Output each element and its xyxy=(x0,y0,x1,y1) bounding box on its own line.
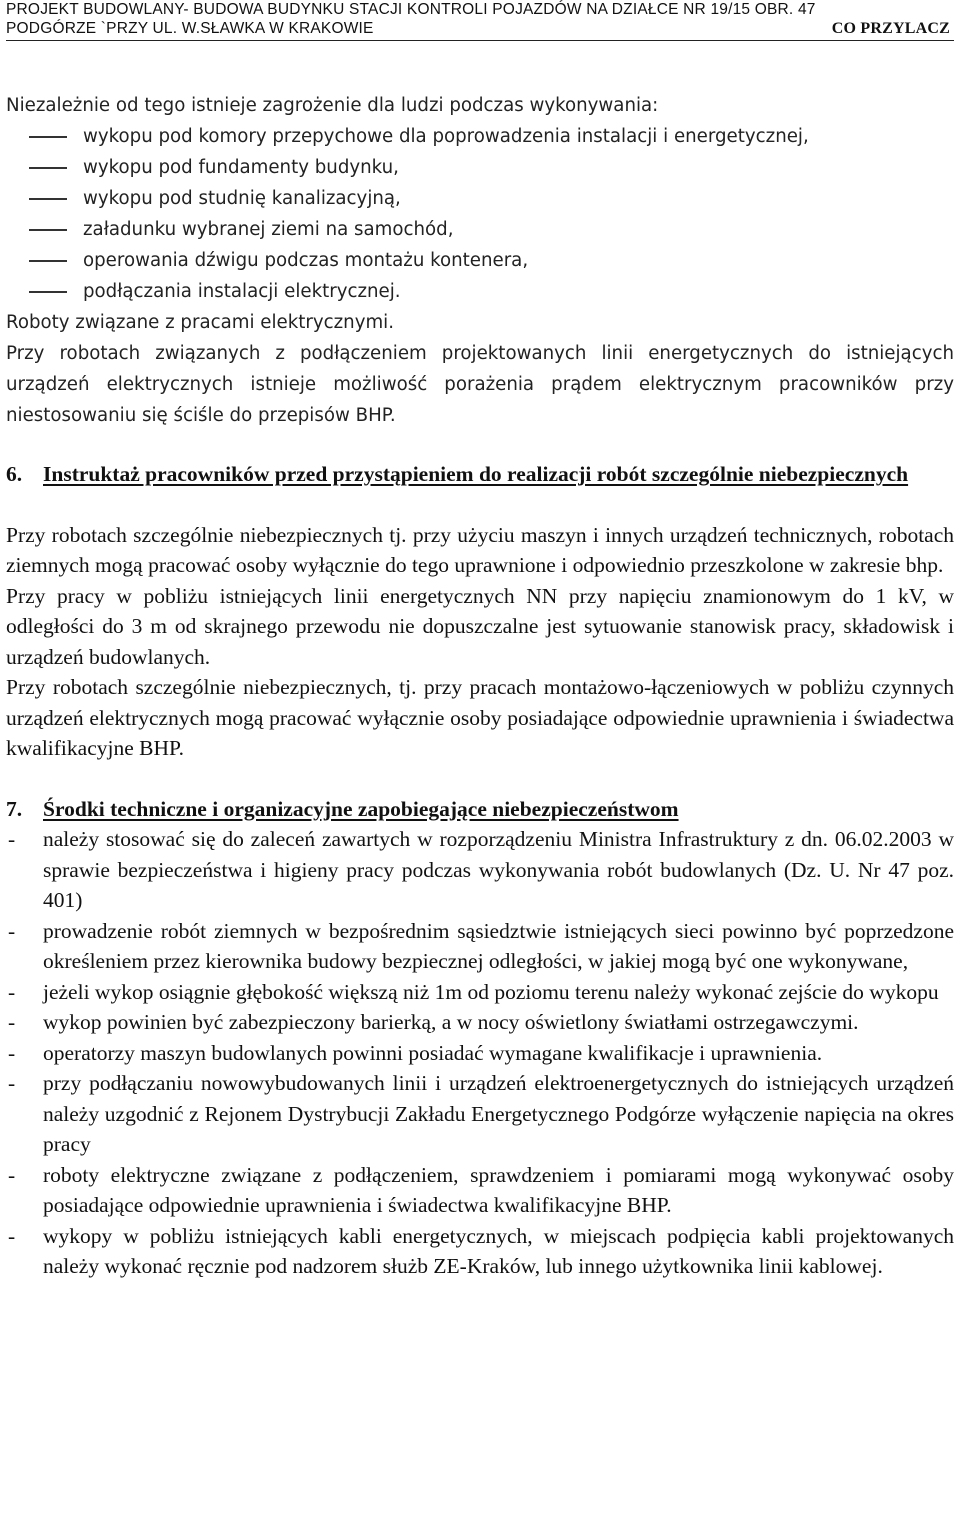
section-7 xyxy=(6,794,954,1282)
list-item: - jeżeli wykop osiągnie głębokość większą niż 1m od poziomu terenu należy wykonać zejście do wykopu xyxy=(6,977,954,1008)
header-line-1 xyxy=(6,0,954,19)
paragraph: Przy pracy w pobliżu istniejących linii energetycznych NN przy napięciu znamionowym do 1 kV, w odległości do 3 m od skrajnego przewodu nie dopuszczalne jest sytuowanie stanowisk pracy, składowisk i urządzeń budowlanych. xyxy=(6,583,954,669)
list-item: podłączania instalacji elektrycznej. xyxy=(6,276,954,307)
list-item: - przy podłączaniu nowowybudowanych linii i urządzeń elektroenergetycznych do istniejących urządzeń należy uzgodnić z Rejonem Dystrybucji Zakładu Energetycznego Podgórze wyłączenie napięcia na okres pracy xyxy=(6,1068,954,1160)
hazards-lead: Niezależnie od tego istnieje zagrożenie dla ludzi podczas wykonywania: xyxy=(6,95,659,116)
hazards-intro xyxy=(6,90,954,431)
section-number: 6. xyxy=(6,462,23,486)
list-item: załadunku wybranej ziemi na samochód, xyxy=(6,214,954,245)
paragraph: Przy robotach szczególnie niebezpiecznych, tj. przy pracach montażowo-łączeniowych w pobliżu czynnych urządzeń elektrycznych mogą pracować wyłącznie osoby posiadające odpowiednie uprawnienia i świadectwa kwalifikacyjne BHP. xyxy=(6,675,954,760)
hazards-list xyxy=(6,121,954,307)
electrical-works-paragraph: Przy robotach związanych z podłączeniem projektowanych linii energetycznych do istniejących urządzeń elektrycznych istnieje możliwość porażenia prądem elektrycznym pracowników przy niestosowaniu się ściśle do przepisów BHP. xyxy=(6,343,954,426)
section-6-heading xyxy=(6,459,954,490)
section-title: Instruktaż pracowników przed przystąpieniem do realizacji robót szczególnie niebezpiecznych xyxy=(43,462,909,486)
list-item: - roboty elektryczne związane z podłączeniem, sprawdzeniem i pomiarami mogą wykonywać osoby posiadające odpowiednie uprawnienia i świadectwa kwalifikacyjne BHP. xyxy=(6,1160,954,1221)
header-project-title: PROJEKT BUDOWLANY- BUDOWA BUDYNKU STACJI KONTROLI POJAZDÓW NA DZIAŁCE NR 19/15 OBR. 47 xyxy=(6,1,816,18)
header-line-2 xyxy=(6,19,954,38)
section-7-heading xyxy=(6,794,954,825)
section-6 xyxy=(6,459,954,764)
list-item: - prowadzenie robót ziemnych w bezpośrednim sąsiedztwie istniejących sieci powinno być poprzedzone określeniem przez kierownika budowy bezpiecznej odległości, w jakiej mogą być one wykonywane, xyxy=(6,916,954,977)
list-item: wykopu pod fundamenty budynku, xyxy=(6,152,954,183)
section-6-body xyxy=(6,520,954,764)
header-divider xyxy=(6,40,954,41)
electrical-works-subhead: Roboty związane z pracami elektrycznymi. xyxy=(6,312,395,333)
header-location: PODGÓRZE `PRZY UL. W.SŁAWKA W KRAKOWIE xyxy=(6,20,374,37)
list-item: - wykop powinien być zabezpieczony barierką, a w nocy oświetlony światłami ostrzegawczymi. xyxy=(6,1007,954,1038)
section-number: 7. xyxy=(6,796,23,821)
section-title: Środki techniczne i organizacyjne zapobiegające niebezpieczeństwom xyxy=(43,796,679,821)
list-item: - należy stosować się do zaleceń zawartych w rozporządzeniu Ministra Infrastruktury z dn. 06.02.2003 w sprawie bezpieczeństwa i higieny pracy podczas wykonywania robót budowlanych (Dz. U. Nr 47 poz. 401) xyxy=(6,824,954,916)
list-item: wykopu pod komory przepychowe dla poprowadzenia instalacji i energetycznej, xyxy=(6,121,954,152)
running-header xyxy=(6,0,954,41)
measures-list xyxy=(6,824,954,1282)
header-section-tag: CO PRZYLACZ xyxy=(831,20,950,37)
list-item: wykopu pod studnię kanalizacyjną, xyxy=(6,183,954,214)
list-item: - operatorzy maszyn budowlanych powinni posiadać wymagane kwalifikacje i uprawnienia. xyxy=(6,1038,954,1069)
list-item: operowania dźwigu podczas montażu kontenera, xyxy=(6,245,954,276)
paragraph: Przy robotach szczególnie niebezpiecznych tj. przy użyciu maszyn i innych urządzeń technicznych, robotach ziemnych mogą pracować osoby wyłącznie do tego uprawnione i odpowiednio przeszkolone w zakresie bhp. xyxy=(6,522,954,577)
list-item: - wykopy w pobliżu istniejących kabli energetycznych, w miejscach podpięcia kabli projektowanych należy wykonać ręcznie pod nadzorem służb ZE-Kraków, lub innego użytkownika linii kablowej. xyxy=(6,1221,954,1282)
